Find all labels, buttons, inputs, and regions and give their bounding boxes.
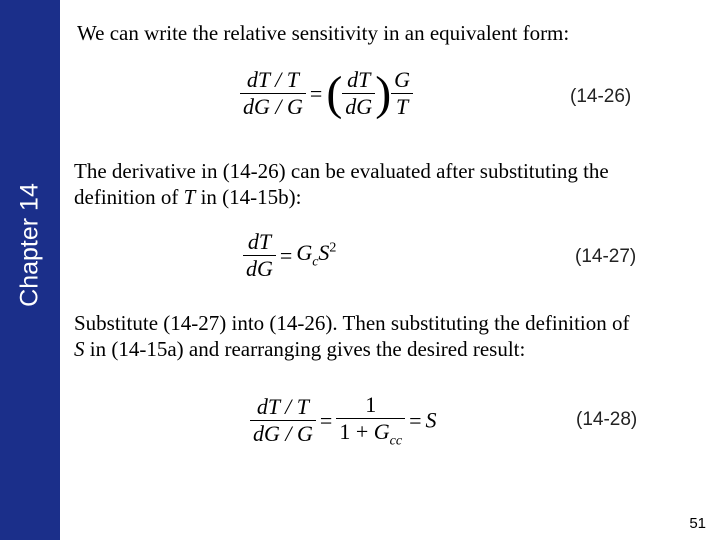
equation-14-28 bbox=[250, 392, 436, 449]
substitute-line-2-S: S bbox=[74, 337, 85, 361]
eq26-lhs-num: dT / T bbox=[240, 67, 306, 94]
eq28-lhs-den: dG / G bbox=[253, 421, 313, 447]
derivative-line-1: The derivative in (14-26) can be evaluated after substituting the bbox=[74, 159, 609, 183]
eq26-lhs-fraction bbox=[240, 67, 306, 120]
eq26-right-paren: ) bbox=[375, 67, 392, 120]
derivative-paragraph bbox=[74, 158, 609, 210]
eq28-equals: = bbox=[319, 407, 333, 433]
eq26-lhs-den: dG / G bbox=[243, 94, 303, 119]
eq26-paren-den: dG bbox=[345, 94, 373, 119]
eq26-gt-num: G bbox=[391, 67, 413, 94]
chapter-sidebar bbox=[0, 0, 60, 540]
eq26-paren-fraction bbox=[342, 67, 375, 120]
substitute-line-1: Substitute (14-27) into (14-26). Then substituting the definition of bbox=[74, 311, 630, 335]
substitute-paragraph bbox=[74, 310, 629, 362]
page-number: 51 bbox=[689, 515, 706, 532]
eq26-left-paren: ( bbox=[326, 67, 343, 120]
eq28-lhs-fraction bbox=[250, 394, 316, 447]
eq26-gt-fraction bbox=[391, 67, 413, 120]
derivative-line-2-post: in (14-15b): bbox=[195, 185, 302, 209]
eq28-equals-2: = bbox=[409, 407, 422, 433]
eq28-rhs-den bbox=[336, 419, 405, 449]
eq28-G: G bbox=[373, 419, 390, 444]
equation-number-14-26: (14-26) bbox=[570, 86, 632, 107]
equation-number-14-27: (14-27) bbox=[575, 246, 637, 267]
intro-paragraph: We can write the relative sensitivity in an equivalent form: bbox=[77, 21, 570, 45]
eq27-sup-2: 2 bbox=[329, 240, 337, 256]
eq27-equals: = bbox=[279, 242, 293, 268]
derivative-line-2-pre: definition of bbox=[74, 185, 184, 209]
eq26-paren-num: dT bbox=[342, 67, 375, 94]
eq27-lhs-num: dT bbox=[243, 229, 276, 256]
substitute-line-2-post: in (14-15a) and rearranging gives the desired result: bbox=[84, 337, 526, 361]
eq28-den-prefix: 1 + bbox=[339, 419, 374, 444]
eq27-lhs-fraction bbox=[243, 229, 276, 282]
eq27-lhs-den: dG bbox=[246, 256, 273, 281]
eq26-equals: = bbox=[309, 80, 323, 106]
equation-14-26 bbox=[240, 66, 413, 121]
equation-number-14-28: (14-28) bbox=[576, 409, 638, 430]
eq27-S: S bbox=[318, 240, 330, 266]
eq28-sub-c2: c bbox=[395, 433, 403, 449]
derivative-line-2-T: T bbox=[183, 185, 196, 209]
eq28-lhs-num: dT / T bbox=[250, 394, 316, 421]
eq26-gt-den: T bbox=[395, 94, 409, 119]
eq27-rhs bbox=[296, 240, 337, 270]
equation-14-27 bbox=[243, 229, 336, 282]
chapter-label: Chapter 14 bbox=[15, 183, 44, 307]
eq28-rhs-fraction bbox=[336, 392, 405, 449]
eq27-sub-c: c bbox=[312, 254, 319, 270]
eq27-G: G bbox=[296, 240, 313, 266]
eq28-sub-c1: c bbox=[389, 433, 396, 449]
eq28-S: S bbox=[425, 407, 437, 433]
eq28-rhs-num: 1 bbox=[336, 392, 405, 419]
